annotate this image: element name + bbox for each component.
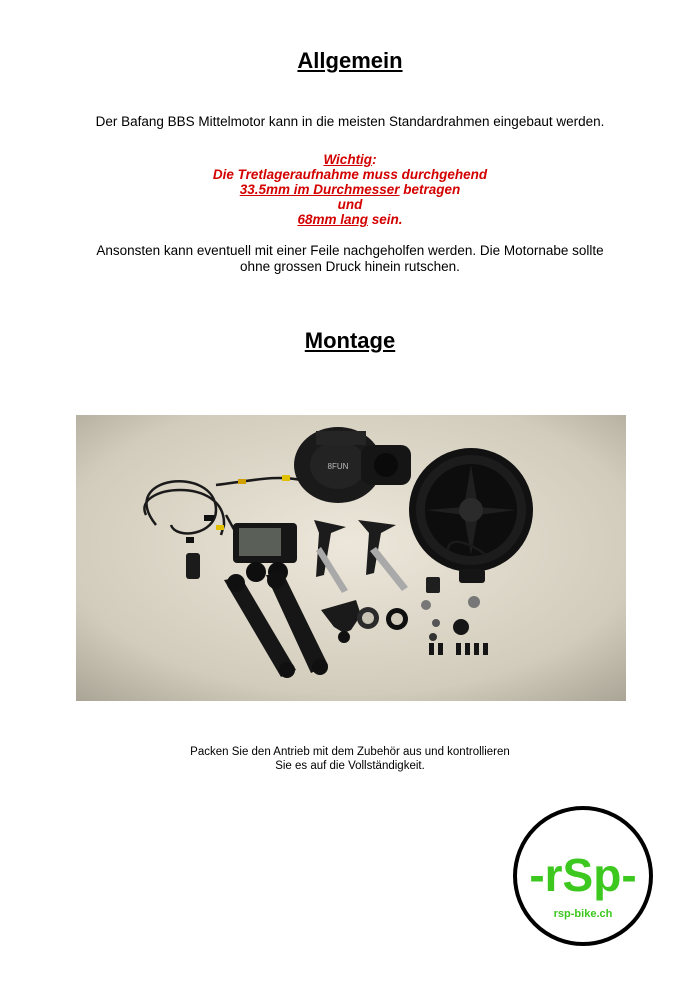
kit-photo (76, 415, 626, 701)
important-label-line (0, 152, 700, 168)
assembly-caption-line-1: Packen Sie den Antrieb mit dem Zubehör aus und kontrollieren (190, 746, 510, 758)
diameter-rest: betragen (399, 182, 461, 197)
assembly-title: Montage (304, 328, 396, 353)
length-spec: 68mm lang (297, 212, 368, 227)
important-line-2: Die Tretlageraufnahme muss durchgehend (212, 167, 488, 182)
assembly-caption-line-2: Sie es auf die Vollständigkeit. (275, 760, 425, 772)
motor-brand-label: 8FUN (327, 462, 349, 471)
rsp-logo (512, 805, 654, 947)
diameter-spec: 33.5mm im Durchmesser (239, 182, 400, 197)
thumb-throttle (186, 553, 200, 579)
length-rest: sein. (368, 212, 403, 227)
general-note-line-1: Ansonsten kann eventuell mit einer Feile nachgeholfen werden. Die Motornabe sollte (96, 243, 604, 258)
logo-url: rsp-bike.ch (553, 908, 613, 920)
important-label: Wichtig (323, 152, 373, 167)
general-intro: Der Bafang BBS Mittelmotor kann in die meisten Standardrahmen eingebaut werden. (95, 114, 605, 129)
important-line-3 (0, 182, 700, 198)
general-note-line-2: ohne grossen Druck hinein rutschen. (240, 259, 460, 274)
important-line-5 (0, 212, 700, 228)
logo-wordmark: -rSp- (529, 849, 637, 901)
general-title: Allgemein (297, 48, 403, 73)
chainring (409, 448, 533, 572)
important-line-4: und (337, 197, 363, 212)
important-label-suffix: : (372, 152, 377, 167)
